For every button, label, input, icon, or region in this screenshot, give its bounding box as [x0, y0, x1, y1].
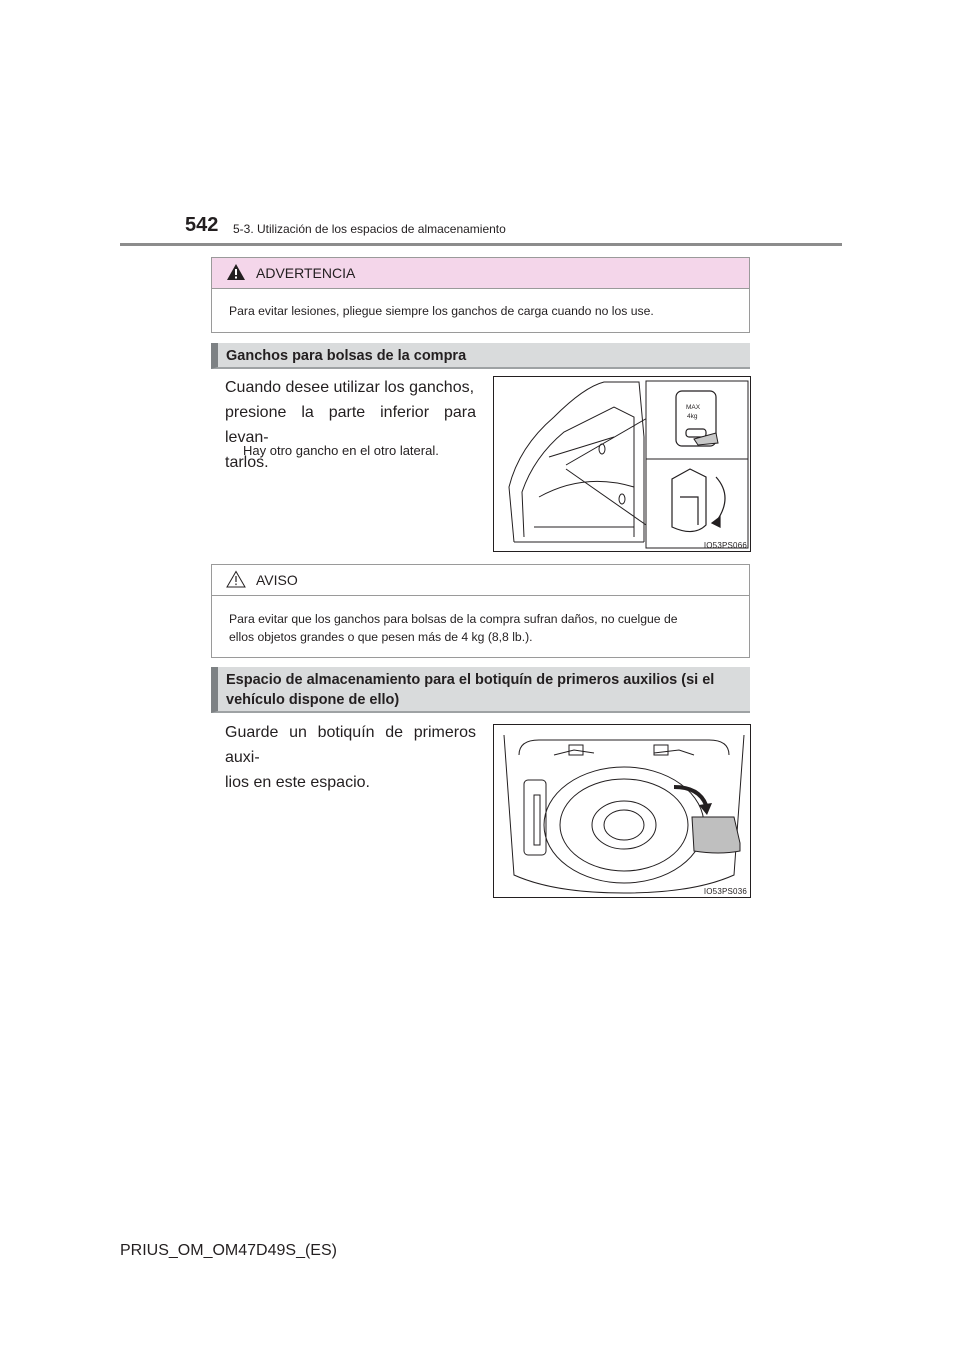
- notice-title: AVISO: [256, 572, 298, 588]
- document-id: PRIUS_OM_OM47D49S_(ES): [120, 1242, 337, 1259]
- header-rule: [120, 243, 842, 246]
- hooks-instructions-line: tarlos.: [225, 454, 269, 471]
- hooks-instructions-line: presione la parte inferior para levan-: [225, 404, 476, 446]
- section-heading-first-aid: [211, 667, 750, 713]
- first-aid-instructions-line: Guarde un botiquín de primeros auxi-: [225, 724, 476, 766]
- section-heading-line: Espacio de almacenamiento para el botiquín de primeros auxilios (si el: [226, 672, 715, 688]
- section-title: 5-3. Utilización de los espacios de almacenamiento: [233, 222, 506, 236]
- warning-triangle-icon: [226, 263, 246, 284]
- trunk-hook-illustration: [494, 377, 751, 552]
- notice-line: ellos objetos grandes o que pesen más de 4 kg (8,8 lb.).: [229, 630, 533, 644]
- notice-text: [212, 596, 749, 646]
- first-aid-instructions: [225, 720, 476, 795]
- warning-box: [211, 257, 750, 333]
- notice-line: Para evitar que los ganchos para bolsas de la compra sufran daños, no cuelgue de: [229, 612, 678, 626]
- first-aid-space: [692, 817, 740, 853]
- spare-tire-illustration: [494, 725, 751, 898]
- section-heading-hooks: Ganchos para bolsas de la compra: [211, 343, 750, 369]
- kg-label: 4kg: [687, 413, 698, 420]
- hooks-instructions-line: Cuando desee utilizar los ganchos,: [225, 379, 475, 396]
- caution-triangle-icon: [226, 570, 246, 591]
- page-number: 542: [185, 214, 219, 236]
- warning-text: Para evitar lesiones, pliegue siempre los ganchos de carga cuando no los use.: [229, 304, 654, 318]
- notice-box: [211, 564, 750, 658]
- section-heading-line: vehículo dispone de ello): [226, 692, 400, 708]
- hooks-instructions: [225, 375, 476, 475]
- warning-header: [212, 258, 749, 289]
- warning-title: ADVERTENCIA: [256, 265, 356, 281]
- max-label: MAX: [686, 404, 701, 411]
- pointer-arrow-icon: [674, 787, 706, 805]
- first-aid-instructions-line: lios en este espacio.: [225, 774, 370, 791]
- hooks-note: Hay otro gancho en el otro lateral.: [243, 443, 439, 458]
- first-aid-figure: [493, 724, 751, 898]
- figure-code: IO53PS066: [703, 541, 747, 550]
- figure-code: IO53PS036: [703, 887, 747, 896]
- notice-header: [212, 565, 749, 596]
- hooks-figure: [493, 376, 751, 552]
